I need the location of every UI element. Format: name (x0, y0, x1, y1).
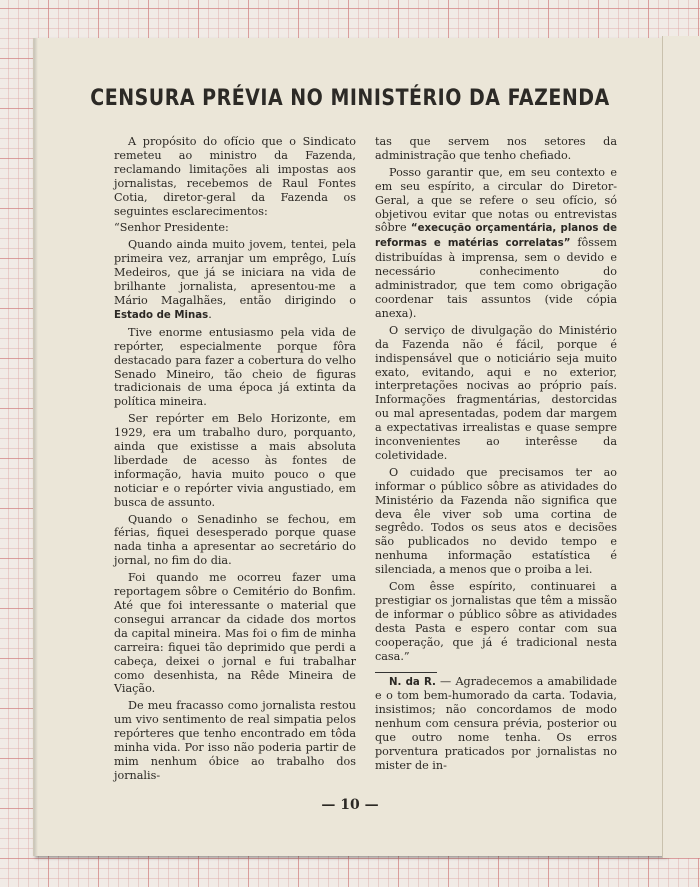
paragraph: O serviço de divulgação do Ministério da Fazenda não é fácil, porque é indispensável que o noticiário seja muito exato, evitando, aqui e no exterior, interpretações nocivas ao próprio país. Informações fragmentárias, destorcidas ou mal apresentadas, podem dar margem a expectativas irrealistas e quase sempre inconvenientes ao interêsse da coletividade. (375, 323, 617, 462)
paragraph: De meu fracasso como jornalista restou um vivo sentimento de real simpatia pelos repórteres que tenho encontrado em tôda minha vida. Por isso não poderia partir de mim nenhum óbice ao trabalho dos jornalis- (114, 699, 356, 782)
article-title: CENSURA PRÉVIA NO MINISTÉRIO DA FAZENDA (90, 85, 610, 111)
next-page-edge (662, 36, 700, 858)
page-crease (34, 38, 38, 856)
emphasis-text: N. da R. (389, 676, 436, 688)
emphasis-text: Estado de Minas (114, 309, 209, 321)
paragraph-text: fôssem distribuídas à imprensa, sem o devido e necessário conhecimento do administrador, que tem como obrigação coordenar tais assuntos (vide cópia anexa). (375, 236, 617, 320)
paragraph: tas que servem nos setores da administração que tenho chefiado. (375, 135, 617, 162)
paragraph-text: . (208, 307, 212, 321)
separator-rule (375, 672, 437, 673)
paragraph (114, 238, 356, 322)
paragraph: Tive enorme entusiasmo pela vida de repórter, especialmente porque fôra destacado para fazer a cobertura do velho Senado Mineiro, tão cheio de figuras tradicionais de uma época já extinta da política mineira. (114, 325, 356, 409)
paragraph: Foi quando me ocorreu fazer uma reportagem sôbre o Cemitério do Bonfim. Até que foi interessante o material que consegui arrancar da cidade dos mortos da capital mineira. Mas foi o fim de minha carreira: fiquei tão deprimido que perdi a cabeça, deixei o jornal e fui trabalhar como desenhista, na Rêde Mineira de Viação. (114, 571, 356, 696)
paragraph-text: Quando ainda muito jovem, tentei, pela primeira vez, arranjar um emprêgo, Luís Medeiros, que já se iniciara na vida de brilhante jornalista, apresentou-me a Mário Magalhães, então dirigindo o (114, 238, 356, 307)
paragraph: Com êsse espírito, continuarei a prestigiar os jornalistas que têm a missão de informar o público sôbre as atividades desta Pasta e espero contar com sua cooperação, que já é tradicional nesta casa.” (375, 580, 617, 663)
right-column (375, 135, 617, 776)
paragraph: Ser repórter em Belo Horizonte, em 1929, era um trabalho duro, porquanto, ainda que existisse a mais absoluta liberdade de acesso às fontes de informação, havia muito pouco o que noticiar e o repórter vivia angustiado, em busca de assunto. (114, 412, 356, 509)
paragraph-text: Posso garantir que, em seu contexto e em seu espírito, a circular do Diretor-Geral, a que se refere o seu ofício, só objetivou evitar que notas ou entrevistas sôbre (375, 165, 617, 235)
paragraph: A propósito do ofício que o Sindicato remeteu ao ministro da Fazenda, reclamando limitações ali impostas aos jornalistas, recebemos de Raul Fontes Cotia, diretor-geral da Fazenda os seguintes esclarecimentos: (114, 135, 356, 218)
paragraph (375, 675, 617, 773)
page-number: — 10 — (321, 797, 379, 813)
paragraph: O cuidado que precisamos ter ao informar o público sôbre as atividades do Ministério da Fazenda não significa que deva êle viver sob uma cortina de segrêdo. Todos os seus atos e decisões são publicados no devido tempo e nenhuma informação estatística é silenciada, a menos que o proiba a lei. (375, 465, 617, 577)
left-column (114, 135, 356, 786)
magazine-page (33, 38, 666, 856)
paragraph (375, 166, 617, 321)
paragraph: “Senhor Presidente: (114, 221, 229, 235)
emphasis-text: “execução orçamentária, planos de reformas e matérias correlatas” (375, 223, 617, 250)
paragraph: Quando o Senadinho se fechou, em férias, fiquei desesperado porque quase nada tinha a apresentar ao secretário do jornal, no fim do dia. (114, 512, 356, 568)
paragraph-text: — Agradecemos a amabilidade e o tom bem-humorado da carta. Todavia, insistimos; não concordamos de modo nenhum com censura prévia, posterior ou que outro nome tenha. Os erros porventura praticados por jornalistas no mister de in- (375, 674, 617, 772)
